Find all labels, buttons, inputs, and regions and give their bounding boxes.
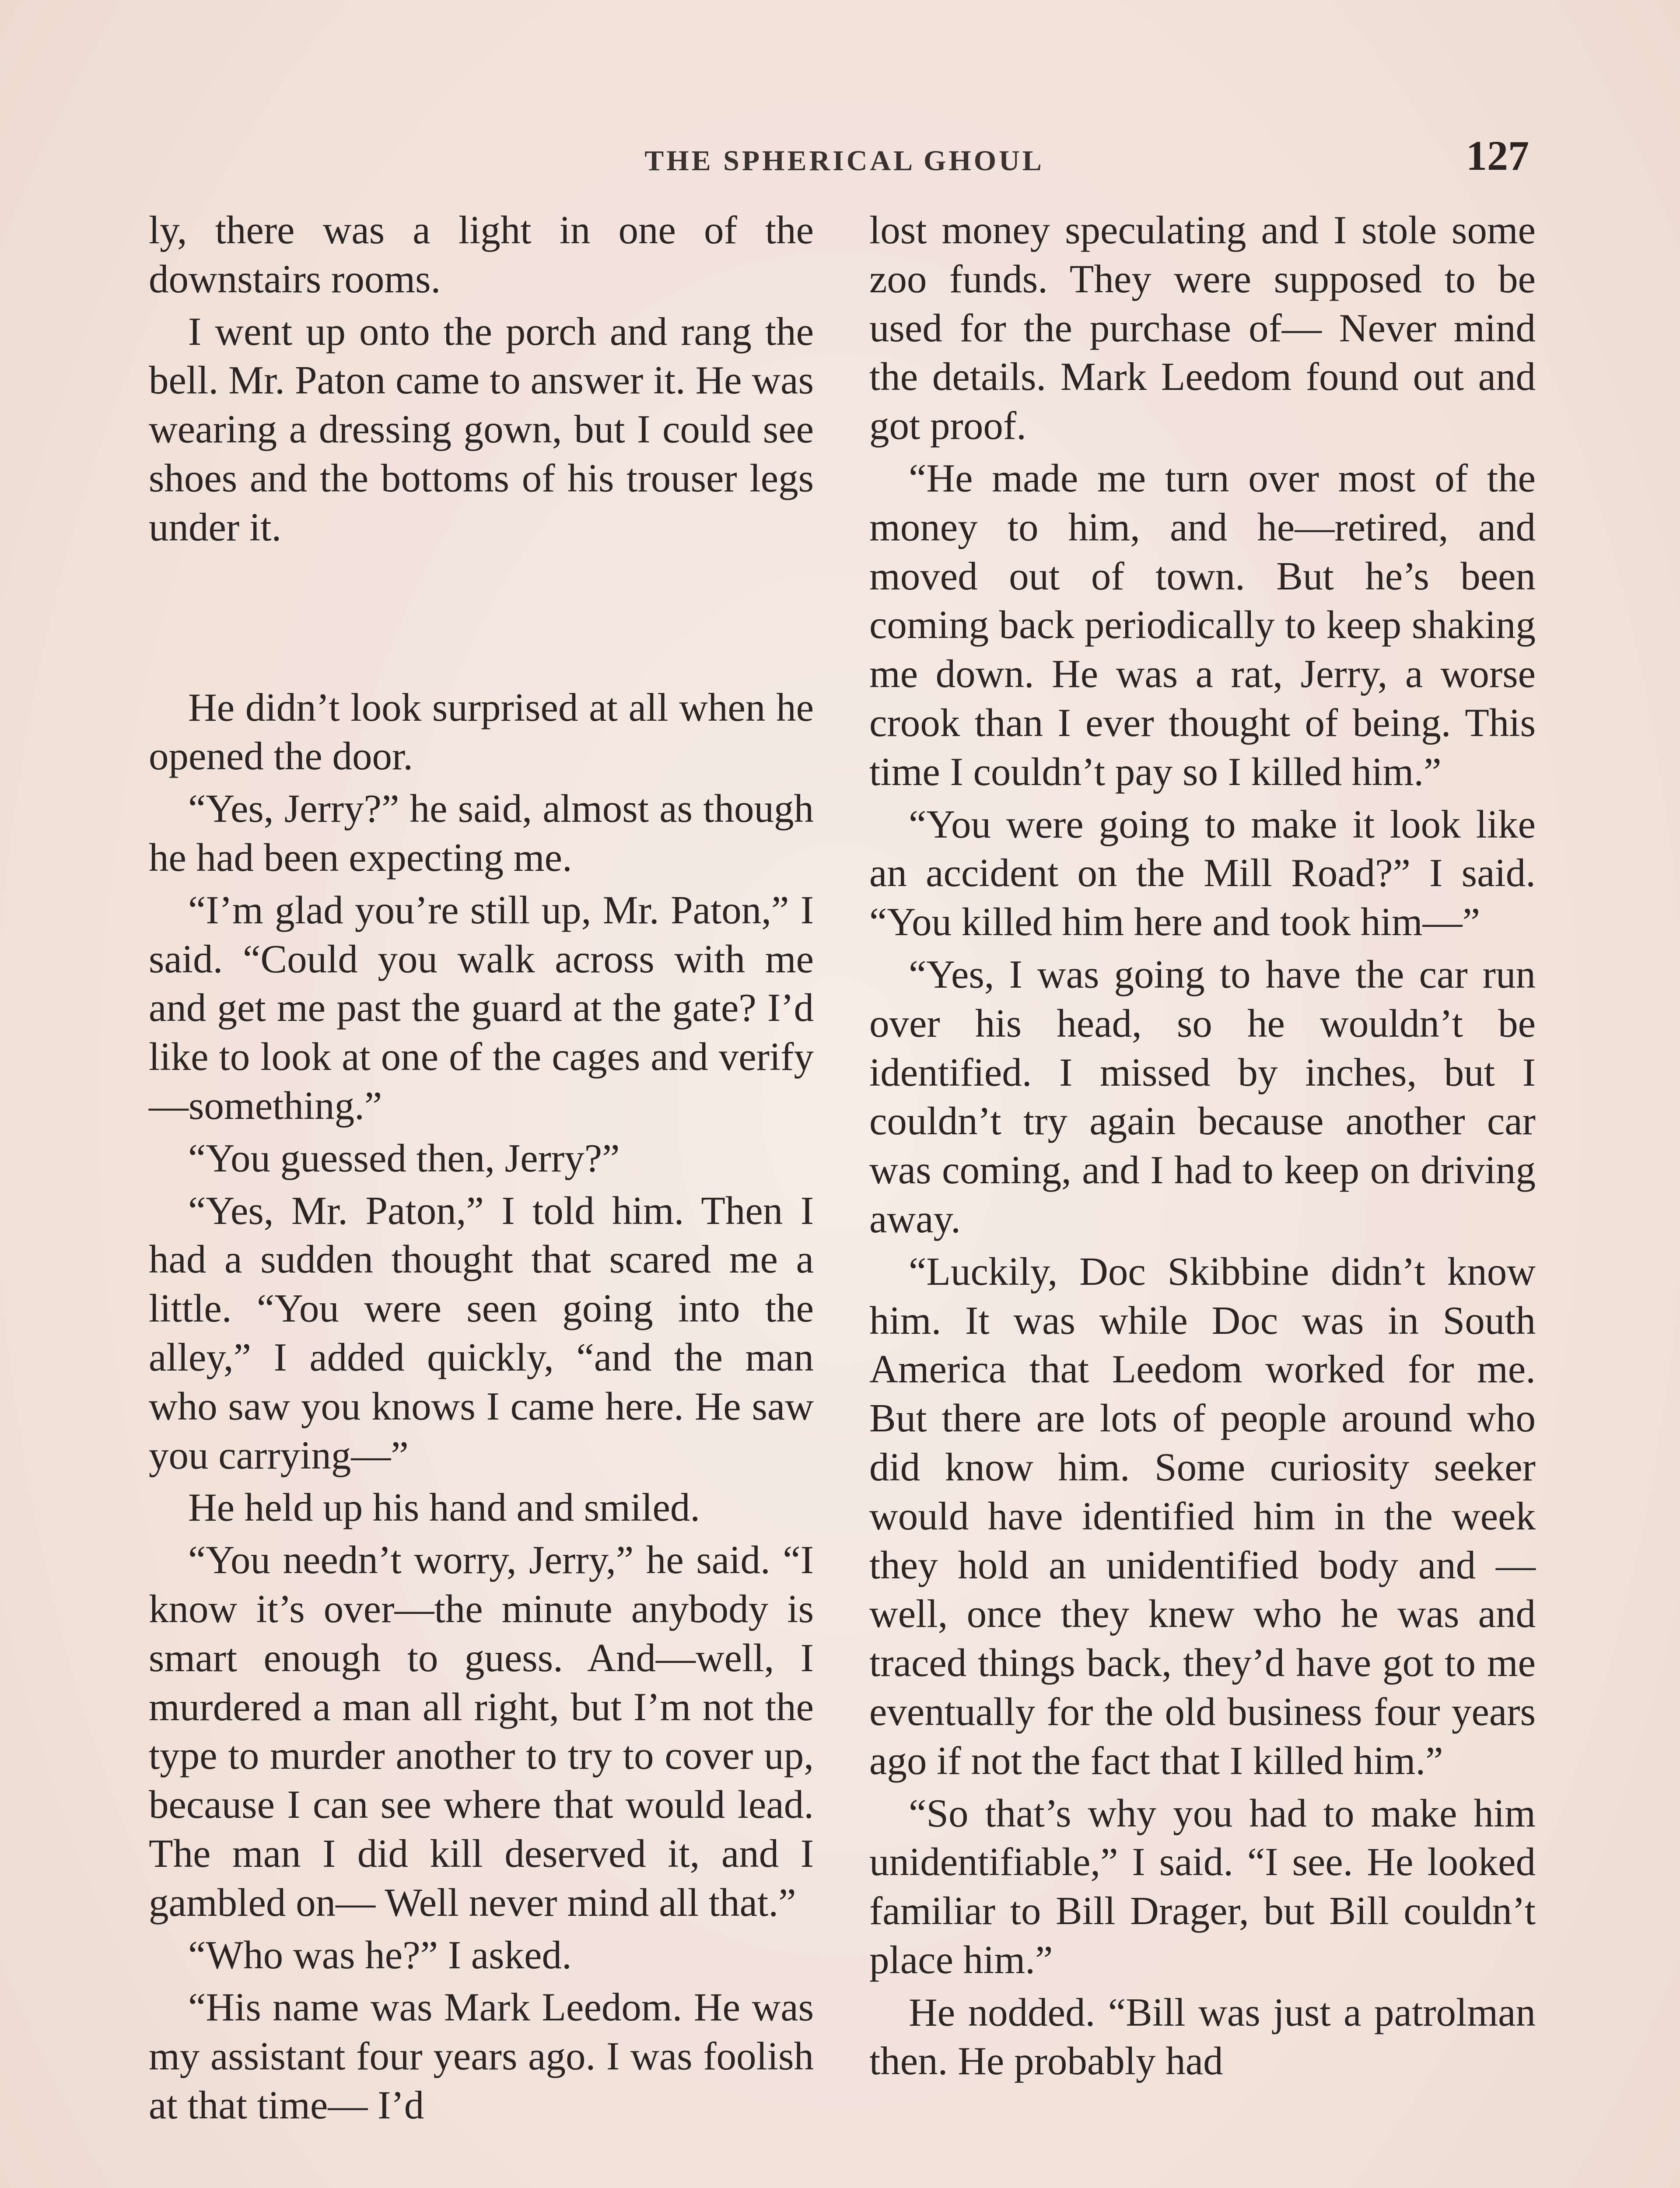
left-column <box>149 206 814 2133</box>
paragraph: “I’m glad you’re still up, Mr. Paton,” I said. “Could you walk across with me and get me past the guard at the gate? I’d like to look at one of the cages and verify —something.” <box>149 887 814 1128</box>
paragraph: He held up his hand and smiled. <box>188 1485 700 1530</box>
page-number: 127 <box>1466 132 1529 179</box>
paragraph: “He made me turn over most of the money to him, and he—retired, and moved out of town. But he’s been coming back periodically to keep shaking me down. He was a rat, Jerry, a worse crook than I ever thought of being. This time I couldn’t pay so I killed him.” <box>869 456 1536 794</box>
paragraph: “You guessed then, Jerry?” <box>188 1136 620 1180</box>
paragraph: “Yes, Jerry?” he said, almost as though he had been expecting me. <box>149 786 814 880</box>
paragraph: “Yes, Mr. Paton,” I told him. Then I had a sudden thought that scared me a little. “You were seen going into the alley,” I added quickly, “and the man who saw you knows I came here. He saw you carrying—” <box>149 1188 814 1477</box>
paragraph: ly, there was a light in one of the downstairs rooms. <box>149 208 814 301</box>
paragraph: “Who was he?” I asked. <box>188 1932 572 1977</box>
paragraph: “His name was Mark Leedom. He was my assistant four years ago. I was foolish at that time— I’d <box>149 1985 814 2127</box>
paragraph: lost money speculating and I stole some zoo funds. They were supposed to be used for the purchase of— Never mind the details. Mark Leedom found out and got proof. <box>869 208 1536 448</box>
running-title: THE SPHERICAL GHOUL <box>644 145 1044 177</box>
paragraph: “You needn’t worry, Jerry,” he said. “I know it’s over—the minute anybody is smart enough to guess. And—well, I murdered a man all right, but I’m not the type to murder another to try to cover up, because I can see where that would lead. The man I did kill deserved it, and I gambled on— Well never mind all that.” <box>149 1538 814 1925</box>
right-column <box>869 206 1536 2089</box>
paragraph: I went up onto the porch and rang the bell. Mr. Paton came to answer it. He was wearing a dressing gown, but I could see shoes and the bottoms of his trouser legs under it. <box>149 309 814 549</box>
paragraph: “So that’s why you had to make him unidentifiable,” I said. “I see. He looked familiar to Bill Drager, but Bill couldn’t place him.” <box>869 1791 1536 1982</box>
paragraph: “Yes, I was going to have the car run over his head, so he wouldn’t be identified. I missed by inches, but I couldn’t try again because another car was coming, and I had to keep on driving away. <box>869 952 1536 1241</box>
paragraph: He didn’t look surprised at all when he opened the door. <box>149 685 814 778</box>
paragraph: He nodded. “Bill was just a patrolman then. He probably had <box>869 1990 1536 2083</box>
paragraph: “You were going to make it look like an accident on the Mill Road?” I said. “You killed him here and took him—” <box>869 802 1536 944</box>
paragraph: “Luckily, Doc Skibbine didn’t know him. It was while Doc was in South America that Leedom worked for me. But there are lots of people around who did know him. Some curiosity seeker would have identified him in the week they hold an unidentified body and —well, once they knew who he was and traced things back, they’d have got to me eventually for the old business four years ago if not the fact that I killed him.” <box>869 1249 1536 1783</box>
